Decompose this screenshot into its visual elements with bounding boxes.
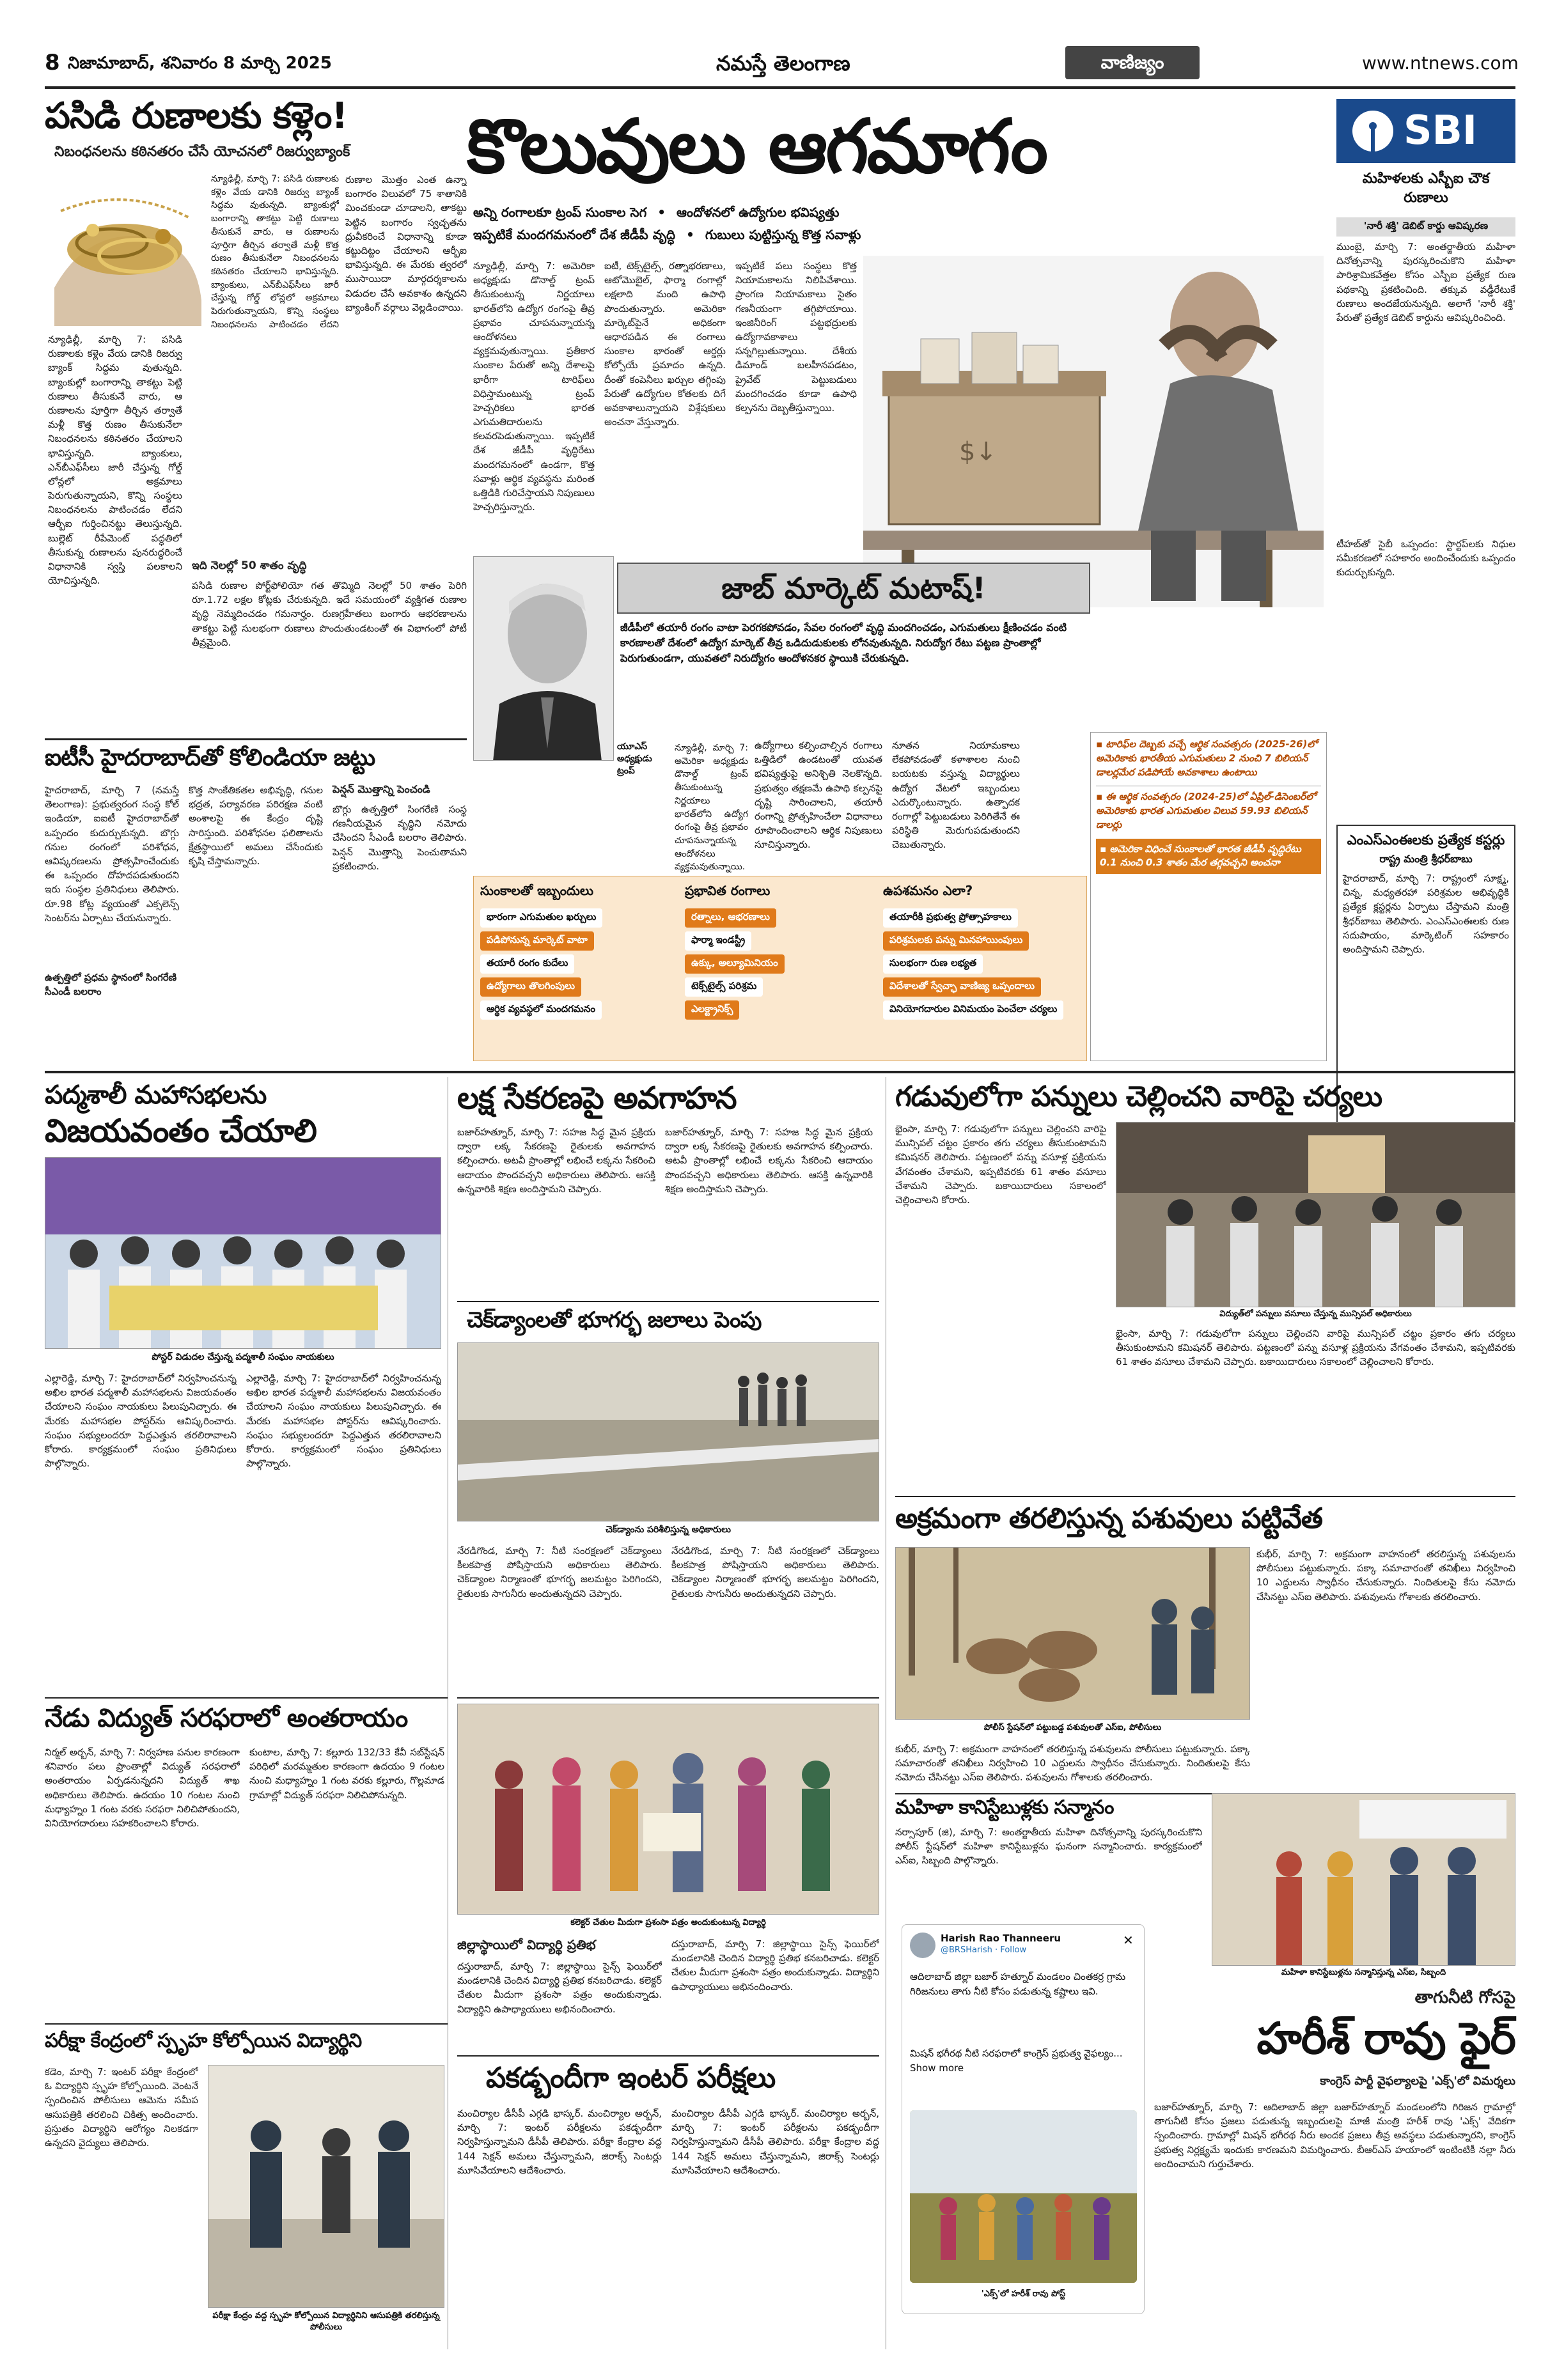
harish-sub: కాంగ్రెస్ పార్టీ వైఫల్యాలపై 'ఎక్స్'లో విమర్శలు [1320, 2074, 1515, 2088]
gold-subhead: ఇది నెలల్లో 50 శాతం వృద్ధి [192, 559, 307, 572]
jobs-col-6: న్యూఢిల్లీ, మార్చి 7: అమెరికా అధ్యక్షుడు డొనాల్డ్ ట్రంప్ తీసుకుంటున్న నిర్ణయాలు భారత్‌లోని ఉద్యోగ రంగంపై తీవ్ర ప్రభావం చూపనున్నాయన్న ఆందోళనలు వ్యక్తమవుతున్నాయి. [675, 743, 748, 873]
gold-body-3: పసిడి రుణాల పోర్ట్‌ఫోలియో గత తొమ్మిది నెలల్లో 50 శాతం పెరిగి రూ.1.72 లక్షల కోట్లకు చేరుకున్నది. ఇదే సమయంలో వ్యక్తిగత రుణాల వృద్ధి నెమ్మదించడం గమనార్హం. రుణగ్రహీతలు బంగారు ఆభరణాలను తాకట్టు పెట్టి సులభంగా రుణాలు పొందుతుండటంతో ఈ విభాగంలో పోటీ తీవ్రమైంది. [192, 580, 467, 648]
itc-body-3: బొగ్గు ఉత్పత్తిలో సింగరేణి సంస్థ గణనీయమైన వృద్ధిని నమోదు చేసిందని సీఎండీ బలరాం తెలిపారు. పెన్షన్ మొత్తాన్ని పెంచుతామని ప్రకటించారు. [333, 804, 467, 872]
section-rule [457, 1697, 879, 1699]
jobs-tag-2: ఆందోళనలో ఉద్యోగుల భవిష్యత్తు [676, 205, 840, 220]
cattle-body-2: కుభీర్, మార్చి 7: అక్రమంగా వాహనంలో తరలిస్తున్న పశువులను పోలీసులు పట్టుకున్నారు. పక్కా సమాచారంతో తనిఖీలు నిర్వహించి 10 ఎద్దులను స్వాధీనం చేసుకున్నారు. నిందితులపై కేసు నమోదు చేసినట్టు ఎస్ఐ తెలిపారు. పశువులను గోశాలకు తరలించారు. [895, 1743, 1250, 1784]
science-body-2: దస్తురాబాద్, మార్చి 7: జిల్లాస్థాయి సైన్స్ ఫెయిర్‌లో మండలానికి చెందిన విద్యార్థి ప్రతిభ కనబరిచాడు. కలెక్టర్ చేతుల మీదుగా ప్రశంసా పత్రం అందుకున్నాడు. విద్యార్థిని ఉపాధ్యాయులు అభినందించారు. [671, 1938, 879, 1993]
harish-title: హరీశ్ రావు ఫైర్ [1256, 2014, 1515, 2064]
itc-subhead: ఉత్పత్తిలో ప్రధమ స్థానంలో సింగరేణి సీఎండీ బలరాం [45, 972, 179, 1000]
padma-body: ఎల్లారెడ్డి, మార్చి 7: హైదరాబాద్‌లో నిర్వహించనున్న అఖిల భారత పద్మశాలీ మహాసభలను విజయవంతం చేయాలని సంఘం నాయకులు పిలుపునిచ్చారు. ఈ మేరకు మహాసభల పోస్టర్‌ను ఆవిష్కరించారు. సంఘం సభ్యులందరూ పెద్దఎత్తున తరలిరావాలని కోరారు. కార్యక్రమంలో సంఘం ప్రతినిధులు పాల్గొన్నారు. [45, 1373, 237, 1470]
itc-title: ఐటీసీ హైదరాబాద్‌తో కోలిండియా జట్టు [45, 745, 375, 771]
gold-body: న్యూఢిల్లీ, మార్చి 7: పసిడి రుణాలకు కళ్లెం వేయ డానికి రిజర్వు బ్యాంక్ సిద్ధమ వుతున్నది. బ్యాంకుల్లో బంగారాన్ని తాకట్టు పెట్టి రుణాలు తీసుకునే వారు, ఆ రుణాలను పూర్తిగా తీర్చిన తర్వాతే మళ్లీ కొత్త రుణం తీసుకునేలా నిబంధనలను కఠినతరం చేయాలని భావిస్తున్నది. బ్యాంకులు, ఎన్‌బీఎఫ్‌సీలు జారీ చేస్తున్న గోల్డ్ లోన్లలో అక్రమాలు పెరుగుతున్నాయని, కొన్ని సంస్థలు నిబంధనలను పాటించడం లేదని [211, 174, 339, 330]
itc-body-2: కొత్త సాంకేతికతల అభివృద్ధి, గనుల భద్రత, పర్యావరణ పరిరక్షణ వంటి అంశాలపై ఈ కేంద్రం దృష్టి సారిస్తుంది. పరిశోధనల ఫలితాలను క్షేత్రస్థాయిలో అమలు చేసేందుకు కృషి చేస్తామన్నారు. [189, 784, 323, 867]
tax-title: గడువులోగా పన్నులు చెల్లించని వారిపై చర్యలు [895, 1080, 1382, 1113]
exam-photo [208, 2065, 444, 2308]
tax-photo [1116, 1122, 1515, 1307]
section-rule [45, 1697, 448, 1699]
x-logo-icon: ✕ [1123, 1933, 1134, 1948]
table-col-sectors [685, 883, 870, 1022]
itc-subhead-2: పెన్షన్ మొత్తాన్ని పెంచండి [333, 783, 430, 795]
table-cell: పడిపోనున్న మార్కెట్ వాటా [480, 931, 594, 951]
jobs-tags-row2: ఇప్పటికే మందగమనంలో దేశ జీడీపీ వృద్ధి • గుబులు పుట్టిస్తున్న కొత్త సవాళ్లు [473, 227, 861, 242]
svg-text:$↓: $↓ [959, 437, 997, 467]
women-caption: మహిళా కానిస్టేబుళ్లను సన్మానిస్తున్న ఎస్ఐ, సిబ్బంది [1281, 1968, 1446, 1977]
gold-title: పసిడి రుణాలకు కళ్లెం! [45, 95, 347, 137]
inter-body: మంచిర్యాల డీసీపీ ఎగ్గడి భాస్కర్. మంచిర్యాల అర్బన్, మార్చి 7: ఇంటర్ పరీక్షలను పకడ్బందీగా నిర్వహిస్తున్నామని డీసీపీ తెలిపారు. పరీక్షా కేంద్రాల వద్ద 144 సెక్షన్ అమలు చేస్తున్నామని, జిరాక్స్ సెంటర్లు మూసివేయాలని ఆదేశించారు. [457, 2108, 662, 2176]
padma-photo [45, 1157, 441, 1349]
section-rule [45, 2023, 448, 2025]
gold-body-2: రుణాల మొత్తం ఎంత ఉన్నా బంగారం విలువలో 75 శాతానికి మించకుండా చూడాలని, తాకట్టు పెట్టిన బంగారం స్వచ్ఛతను ధ్రువీకరించే విధానాన్ని కూడా కట్టుదిట్టం చేయాలని ఆర్బీఐ భావిస్తున్నది. ఈ మేరకు త్వరలో ముసాయిదా మార్గదర్శకాలను విడుదల చేసే అవకాశం ఉన్నదని బ్యాంకింగ్ వర్గాలు వెల్లడించాయి. [345, 174, 467, 313]
table-cell: ఉద్యోగాలు తొలగింపులు [480, 977, 581, 997]
tariff-fact: ▪ అమెరికా విధించే సుంకాలతో భారత జీడీపీ వృద్ధిరేటు 0.1 నుంచి 0.3 శాతం మేర తగ్గవచ్చని అంచనా [1096, 839, 1321, 875]
jobs-tag-4: గుబులు పుట్టిస్తున్న కొత్త సవాళ్లు [705, 227, 861, 242]
exam-caption: పరీక్షా కేంద్రం వద్ద స్పృహ కోల్పోయిన విద్యార్థినిని ఆసుపత్రికి తరలిస్తున్న పోలీసులు [212, 2311, 440, 2332]
dateline: నిజామాబాద్, శనివారం 8 మార్చి 2025 [68, 54, 332, 73]
trump-photo [473, 556, 614, 761]
science-title: జిల్లాస్థాయిలో విద్యార్థి ప్రతిభ [457, 1937, 596, 1952]
jobs-tags-row1: అన్ని రంగాలకూ ట్రంప్ సుంకాల సెగ • ఆందోళనలో ఉద్యోగుల భవిష్యత్తు [473, 205, 840, 220]
section-rule [457, 2055, 879, 2057]
page-number: 8 [45, 50, 60, 75]
job-market-body: జీడీపీలో తయారీ రంగం వాటా పెరగకపోవడం, సేవల రంగంలో వృద్ధి మందగించడం, ఎగుమతులు క్షీణించడం వంటి కారణాలతో దేశంలో ఉద్యోగ మార్కెట్ తీవ్ర ఒడిదుడుకులకు లోనవుతున్నది. నిరుద్యోగ రేటు పట్టణ ప్రాంతాల్లో పెరుగుతుండగా, యువతలో నిరుద్యోగం ఆందోళనకర స్థాయికి చేరుకున్నది. [620, 621, 1067, 664]
tweet-handle[interactable]: @BRSHarish · Follow [941, 1945, 1027, 1955]
exam-body: కడెం, మార్చి 7: ఇంటర్ పరీక్షా కేంద్రంలో ఓ విద్యార్థిని స్పృహ కోల్పోయింది. వెంటనే స్పందించిన పోలీసులు ఆమెను సమీప ఆసుపత్రికి తరలించి చికిత్స అందించారు. ప్రస్తుతం విద్యార్థిని ఆరోగ్యం నిలకడగా ఉన్నదని వైద్యులు తెలిపారు. [45, 2066, 198, 2149]
gold-subtitle: నిబంధనలను కఠినతరం చేసే యోచనలో రిజర్వుబ్యాంక్ [54, 144, 350, 160]
table-cell: రత్నాలు, ఆభరణాలు [685, 908, 776, 928]
check-caption: చెక్‌డ్యాంను పరిశీలిస్తున్న అధికారులు [606, 1525, 731, 1535]
tariff-table [473, 876, 1087, 1061]
women-body: నర్సాపూర్ (జి), మార్చి 7: అంతర్జాతీయ మహిళా దినోత్సవాన్ని పురస్కరించుకొని పోలీస్ స్టేషన్‌లో మహిళా కానిస్టేబుళ్లను ఘనంగా సన్మానించారు. కార్యక్రమంలో ఎస్ఐ, సిబ్బంది పాల్గొన్నారు. [895, 1826, 1202, 1867]
masthead-rule [45, 86, 1515, 89]
msme-title: ఎంఎస్ఎంఈలకు ప్రత్యేక కస్టర్లు [1347, 832, 1505, 848]
msme-sub: రాష్ట్ర మంత్రి శ్రీధర్‌బాబు [1379, 853, 1473, 865]
table-cell: పరిశ్రమలకు పన్ను మినహాయింపులు [883, 931, 1029, 951]
section-rule [895, 1496, 1515, 1497]
tariff-facts-box [1090, 732, 1327, 1061]
tweet-author: Harish Rao Thanneeru [941, 1933, 1061, 1944]
jobs-col-2: ఐటీ, టెక్స్‌టైల్స్, రత్నాభరణాలు, ఆటోమొబైల్, ఫార్మా రంగాల్లో లక్షలాది మంది ఉపాధి పొందుతున్నారు. అమెరికా మార్కెట్‌పైనే అధికంగా ఆధారపడిన ఈ రంగాలు సుంకాల భారంతో ఆర్డర్లు కోల్పోయే ప్రమాదం ఉన్నది. దీంతో కంపెనీలు ఖర్చుల తగ్గింపు పేరుతో ఉద్యోగుల కోతలకు దిగే అవకాశాలున్నాయని విశ్లేషకులు అంచనా వేస్తున్నారు. [604, 260, 726, 428]
table-cell: భారంగా ఎగుమతుల ఖర్చులు [480, 908, 602, 928]
cattle-caption: పోలీస్ స్టేషన్‌లో పట్టుబడ్డ పశువులతో ఎస్ఐ, పోలీసులు [983, 1723, 1162, 1732]
table-cell: వినియోగదారుల వినిమయం పెంచేలా చర్యలు [883, 1000, 1063, 1020]
lakh-body-2: బజార్‌హత్నూర్, మార్చి 7: సహజ సిద్ధ మైన ప్రక్రియ ద్వారా లక్క సేకరణపై రైతులకు అవగాహన కల్పించారు. అటవీ ప్రాంతాల్లో లభించే లక్కను సేకరించి ఆదాయం పొందవచ్చని అధికారులు తెలిపారు. ఆసక్తి ఉన్నవారికి శిక్షణ అందిస్తామని చెప్పారు. [665, 1126, 873, 1195]
sbi-caption: 'నారీ శక్తి' డెబిట్ కార్డు ఆవిష్కరణ [1336, 217, 1515, 237]
gold-jewellery-image [48, 173, 208, 326]
table-cell: తయారీ రంగం కుదేలు [480, 954, 574, 974]
tweet-caption: 'ఎక్స్'లో హరీశ్ రావు పోస్ట్ [981, 2289, 1066, 2299]
sbi-title: మహిళలకు ఎస్బీఐ చౌక రుణాలు [1362, 171, 1490, 206]
table-cell: టెక్స్‌టైల్స్ పరిశ్రమ [685, 977, 763, 997]
jobs-col-3: ఇప్పటికే పలు సంస్థలు కొత్త నియామకాలను నిలిపివేశాయి. ప్రాంగణ నియామకాలు సైతం గణనీయంగా తగ్గిపోయాయి. ఇంజినీరింగ్ పట్టభద్రులకు ఉద్యోగావకాశాలు సన్నగిల్లుతున్నాయి. దేశీయ డిమాండ్ బలహీనపడటం, ప్రైవేట్ పెట్టుబడులు మందగించడం కూడా ఉపాధి కల్పనను దెబ్బతీస్తున్నాయి. [735, 260, 857, 414]
table-header: ఉపశమనం ఎలా? [883, 883, 973, 898]
table-cell: ఉక్కు, అల్యూమినియం [685, 954, 785, 974]
science-photo [457, 1704, 879, 1915]
power-title: నేడు విద్యుత్ సరఫరాలో అంతరాయం [45, 1704, 408, 1733]
job-market-title: జాబ్ మార్కెట్ మటాష్! [721, 571, 986, 605]
tweet-text-2: మిషన్ భగీరథ నీటి సరఫరాలో కాంగ్రెస్ ప్రభుత్వ వైఫల్యం... Show more [910, 2048, 1123, 2074]
power-body: నిర్మల్ అర్బన్, మార్చి 7: నిర్వహణ పనుల కారణంగా శనివారం పలు ప్రాంతాల్లో విద్యుత్ సరఫరాలో అంతరాయం ఏర్పడనున్నదని విద్యుత్ శాఖ అధికారులు తెలిపారు. ఉదయం 10 గంటల నుంచి మధ్యాహ్నం 1 గంట వరకు సరఫరా నిలిచిపోతుందని, వినియోగదారులు సహకరించాలని కోరారు. [45, 1746, 240, 1829]
jobs-col-4: ఉద్యోగాలు కల్పించాల్సిన రంగాలు ఒత్తిడిలో ఉండటంతో యువత భవిష్యత్తుపై అనిశ్చితి నెలకొన్నది. ప్రభుత్వం తక్షణమే ఉపాధి కల్పనపై దృష్టి సారించాలని, తయారీ రంగాన్ని ప్రోత్సహించేలా విధానాలు రూపొందించాలని ఆర్థిక నిపుణులు సూచిస్తున్నారు. [755, 740, 882, 851]
tariff-fact: ▪ ఈ ఆర్థిక సంవత్సరం (2024-25)లో ఏప్రిల్-డిసెంబర్‌లో అమెరికాకు భారత ఎగుమతుల విలువ 59.93 బిలియన్ డాలర్లు [1096, 786, 1321, 832]
harish-body: బజార్‌హత్నూర్, మార్చి 7: ఆదిలాబాద్ జిల్లా బజార్‌హత్నూర్ మండలంలోని గిరిజన గ్రామాల్లో తాగునీటి కోసం ప్రజలు పడుతున్న ఇబ్బందులపై మాజీ మంత్రి హరీశ్ రావు 'ఎక్స్' వేదికగా స్పందించారు. గ్రామాల్లో మిషన్ భగీరథ నీరు అందక ప్రజలు తీవ్ర అవస్థలు పడుతున్నారని, కాంగ్రెస్ ప్రభుత్వ నిర్లక్ష్యమే ఇందుకు కారణమని విమర్శించారు. బీఆర్ఎస్ హయాంలో ఇంటింటికీ నల్లా నీరు అందించామని గుర్తుచేశారు. [1154, 2101, 1515, 2170]
padma-title-1: పద్మశాలీ మహాసభలను [45, 1080, 267, 1110]
power-body-2: కుంటాల, మార్చి 7: కల్లూరు 132/33 కేవీ సబ్‌స్టేషన్ పరిధిలో మరమ్మతుల కారణంగా ఉదయం 9 గంటల నుంచి మధ్యాహ్నం 1 గంట వరకు కల్లూరు, గొల్లమాడ గ్రామాల్లో విద్యుత్ సరఫరా నిలిచిపోనున్నది. [249, 1746, 444, 1801]
worried-worker-illustration [863, 256, 1324, 607]
avatar [910, 1933, 935, 1958]
site-url[interactable]: www.ntnews.com [1362, 52, 1519, 74]
table-col-relief [883, 883, 1081, 1022]
sbi-logo [1336, 99, 1515, 163]
padma-body-2: ఎల్లారెడ్డి, మార్చి 7: హైదరాబాద్‌లో నిర్వహించనున్న అఖిల భారత పద్మశాలీ మహాసభలను విజయవంతం చేయాలని సంఘం నాయకులు పిలుపునిచ్చారు. ఈ మేరకు మహాసభల పోస్టర్‌ను ఆవిష్కరించారు. సంఘం సభ్యులందరూ పెద్దఎత్తున తరలిరావాలని కోరారు. కార్యక్రమంలో సంఘం ప్రతినిధులు పాల్గొన్నారు. [246, 1373, 441, 1470]
itc-body: హైదరాబాద్, మార్చి 7 (నమస్తే తెలంగాణ): ప్రభుత్వరంగ సంస్థ కోల్ ఇండియా, ఐఐటీ హైదరాబాద్‌తో ఒప్పందం కుదుర్చుకున్నది. బొగ్గు గనుల రంగంలో పరిశోధన, ఆవిష్కరణలను ప్రోత్సహించేందుకు ఈ ఒప్పందం దోహదపడుతుందని ఇరు సంస్థల ప్రతినిధులు తెలిపారు. రూ.98 కోట్ల వ్యయంతో ఎక్సలెన్స్ సెంటర్‌ను ఏర్పాటు చేయనున్నారు. [45, 784, 179, 924]
check-body: నేరడిగొండ, మార్చి 7: నీటి సంరక్షణలో చెక్‌డ్యాంలు కీలకపాత్ర పోషిస్తాయని అధికారులు తెలిపారు. చెక్‌డ్యాంల నిర్మాణంతో భూగర్భ జలమట్టం పెరిగిందని, రైతులకు సాగునీరు అందుతున్నదని చెప్పారు. [457, 1545, 662, 1599]
section-rule [45, 738, 467, 740]
padma-caption: పోస్టర్ విడుదల చేస్తున్న పద్మశాలీ సంఘం నాయకులు [152, 1352, 334, 1362]
tax-body-2: భైంసా, మార్చి 7: గడువులోగా పన్నులు చెల్లించని వారిపై మున్సిపల్ చట్టం ప్రకారం తగు చర్యలు తీసుకుంటామని కమిషనర్ తెలిపారు. పట్టణంలో పన్ను వసూళ్ల ప్రక్రియను వేగవంతం చేశామని, ఇప్పటివరకు 61 శాతం వసూలు చేశామని చెప్పారు. బకాయిదారులు సకాలంలో చెల్లించాలని కోరారు. [1116, 1328, 1515, 1368]
sbi-logo-text: SBI [1404, 107, 1477, 153]
gold-body-col1: న్యూఢిల్లీ, మార్చి 7: పసిడి రుణాలకు కళ్లెం వేయ డానికి రిజర్వు బ్యాంక్ సిద్ధమ వుతున్నది. బ్యాంకుల్లో బంగారాన్ని తాకట్టు పెట్టి రుణాలు తీసుకునే వారు, ఆ రుణాలను పూర్తిగా తీర్చిన తర్వాతే మళ్లీ కొత్త రుణం తీసుకునేలా నిబంధనలను కఠినతరం చేయాలని భావిస్తున్నది. బ్యాంకులు, ఎన్‌బీఎఫ్‌సీలు జారీ చేస్తున్న గోల్డ్ లోన్లలో అక్రమాలు పెరుగుతున్నాయని, కొన్ని సంస్థలు నిబంధనలను పాటించడం లేదని ఆర్బీఐ గుర్తించినట్టు తెలుస్తున్నది. బుల్లెట్ రీపేమెంట్ పద్ధతిలో తీసుకున్న రుణాలను పునరుద్ధరించే విధానానికి స్వస్తి పలకాలని యోచిస్తున్నది. [48, 334, 182, 587]
jobs-col-1: న్యూఢిల్లీ, మార్చి 7: అమెరికా అధ్యక్షుడు డొనాల్డ్ ట్రంప్ తీసుకుంటున్న నిర్ణయాలు భారత్‌లోని ఉద్యోగ రంగంపై తీవ్ర ప్రభావం చూపనున్నాయన్న ఆందోళనలు వ్యక్తమవుతున్నాయి. ప్రతీకార సుంకాల పేరుతో అన్ని దేశాలపై భారీగా టారిఫ్‌లు విధిస్తామంటున్న ట్రంప్ హెచ్చరికలు భారత ఎగుమతిదారులను కలవరపెడుతున్నాయి. ఇప్పటికే దేశ జీడీపీ వృద్ధిరేటు మందగమనంలో ఉండగా, కొత్త సవాళ్లు ఆర్థిక వ్యవస్థను మరింత ఒత్తిడికి గురిచేస్తాయని నిపుణులు హెచ్చరిస్తున్నారు. [473, 260, 595, 513]
harish-tweet-card[interactable] [902, 1924, 1145, 2314]
tweet-media [910, 2110, 1137, 2283]
jobs-col-5: నూతన నియామకాలు లేకపోవడంతో కళాశాలల నుంచి బయటకు వస్తున్న విద్యార్థులు ఉద్యోగ వేటలో ఇబ్బందులు ఎదుర్కొంటున్నారు. ఉత్పాదక రంగాల్లో పెట్టుబడులు పెరిగితేనే ఈ పరిస్థితి మెరుగుపడుతుందని చెబుతున్నారు. [892, 740, 1020, 851]
section-rule [457, 1301, 879, 1302]
exam-title: పరీక్షా కేంద్రంలో స్పృహ కోల్పోయిన విద్యార్థిని [45, 2030, 362, 2052]
padma-title-2: విజయవంతం చేయాలి [45, 1112, 317, 1149]
page-divider [45, 1071, 1515, 1073]
table-cell: సులభంగా రుణ లభ్యత [883, 954, 983, 974]
harish-kicker: తాగునీటి గోసపై [1414, 1988, 1515, 2007]
check-title: చెక్‌డ్యాంలతో భూగర్భ జలాలు పెంపు [467, 1307, 762, 1333]
tax-body: భైంసా, మార్చి 7: గడువులోగా పన్నులు చెల్లించని వారిపై మున్సిపల్ చట్టం ప్రకారం తగు చర్యలు తీసుకుంటామని కమిషనర్ తెలిపారు. పట్టణంలో పన్ను వసూళ్ల ప్రక్రియను వేగవంతం చేశామని, ఇప్పటివరకు 61 శాతం వసూలు చేశామని చెప్పారు. బకాయిదారులు సకాలంలో చెల్లించాలని కోరారు. [895, 1123, 1106, 1206]
table-col-issues [480, 883, 672, 1022]
tariff-fact: ▪ టారిఫ్‌ల దెబ్బకు వచ్చే ఆర్థిక సంవత్సరం (2025-26)లో అమెరికాకు భారతీయ ఎగుమతులు 2 నుంచి 7 బిలియన్ డాలర్లమేర పడిపోయే అవకాశాలు ఉంటాయి [1096, 738, 1317, 778]
cattle-title: అక్రమంగా తరలిస్తున్న పశువులు పట్టివేత [895, 1502, 1322, 1535]
sbi-keyhole-icon [1352, 111, 1393, 152]
table-header: సుంకాలతో ఇబ్బందులు [480, 883, 594, 898]
section-label: వాణిజ్యం [1065, 46, 1200, 79]
lakh-title: లక్ష సేకరణపై అవగాహన [457, 1080, 737, 1116]
tweet-text: ఆదిలాబాద్ జిల్లా బజార్ హత్నూర్ మండలం చింతకర్ర గ్రామ గిరిజనులు తాగు నీటి కోసం పడుతున్న కష్టాలు ఇవి. [910, 1971, 1126, 1997]
women-title: మహిళా కానిస్టేబుళ్లకు సన్మానం [895, 1796, 1114, 1819]
check-dam-photo [457, 1342, 879, 1521]
science-caption: కలెక్టర్ చేతుల మీదుగా ప్రశంసా పత్రం అందుకుంటున్న విద్యార్థి [570, 1918, 766, 1927]
tax-caption: విద్యుత్‌లో పన్నులు వసూలు చేస్తున్న మున్సిపల్ అధికారులు [1219, 1309, 1412, 1319]
trump-caption: యూఎస్ అధ్యక్షుడు ట్రంప్ [617, 742, 652, 776]
cattle-body: కుభీర్, మార్చి 7: అక్రమంగా వాహనంలో తరలిస్తున్న పశువులను పోలీసులు పట్టుకున్నారు. పక్కా సమాచారంతో తనిఖీలు నిర్వహించి 10 ఎద్దులను స్వాధీనం చేసుకున్నారు. నిందితులపై కేసు నమోదు చేసినట్టు ఎస్ఐ తెలిపారు. పశువులను గోశాలకు తరలించారు. [1256, 1548, 1515, 1603]
jobs-tag-3: ఇప్పటికే మందగమనంలో దేశ జీడీపీ వృద్ధి [473, 227, 676, 242]
table-header: ప్రభావిత రంగాలు [685, 883, 771, 898]
paper-name: నమస్తే తెలంగాణ [716, 51, 850, 75]
table-cell: ఎలక్ట్రానిక్స్ [685, 1000, 739, 1020]
job-market-banner [617, 563, 1090, 614]
table-cell: తయారీకి ప్రభుత్వ ప్రోత్సాహకాలు [883, 908, 1018, 928]
table-cell: ఫార్మా ఇండస్ట్రీ [685, 931, 751, 951]
table-cell: విదేశాలతో స్వేచ్ఛా వాణిజ్య ఒప్పందాలు [883, 977, 1041, 997]
jobs-tag-1: అన్ని రంగాలకూ ట్రంప్ సుంకాల సెగ [473, 205, 647, 220]
check-body-2: నేరడిగొండ, మార్చి 7: నీటి సంరక్షణలో చెక్‌డ్యాంలు కీలకపాత్ర పోషిస్తాయని అధికారులు తెలిపారు. చెక్‌డ్యాంల నిర్మాణంతో భూగర్భ జలమట్టం పెరిగిందని, రైతులకు సాగునీరు అందుతున్నదని చెప్పారు. [671, 1545, 879, 1599]
msme-body: హైదరాబాద్, మార్చి 7: రాష్ట్రంలో సూక్ష్మ, చిన్న, మధ్యతరహా పరిశ్రమల అభివృద్ధికి ప్రత్యేక క్లస్టర్లను ఏర్పాటు చేస్తామని మంత్రి శ్రీధర్‌బాబు తెలిపారు. ఎంఎస్ఎంఈలకు రుణ సదుపాయం, మార్కెటింగ్ సహకారం అందిస్తామని చెప్పారు. [1343, 873, 1509, 955]
women-photo [1212, 1793, 1515, 1966]
table-cell: ఆర్థిక వ్యవస్థలో మందగమనం [480, 1000, 602, 1020]
science-body: దస్తురాబాద్, మార్చి 7: జిల్లాస్థాయి సైన్స్ ఫెయిర్‌లో మండలానికి చెందిన విద్యార్థి ప్రతిభ కనబరిచాడు. కలెక్టర్ చేతుల మీదుగా ప్రశంసా పత్రం అందుకున్నాడు. విద్యార్థిని ఉపాధ్యాయులు అభినందించారు. [457, 1961, 662, 2015]
lakh-body: బజార్‌హత్నూర్, మార్చి 7: సహజ సిద్ధ మైన ప్రక్రియ ద్వారా లక్క సేకరణపై రైతులకు అవగాహన కల్పించారు. అటవీ ప్రాంతాల్లో లభించే లక్కను సేకరించి ఆదాయం పొందవచ్చని అధికారులు తెలిపారు. ఆసక్తి ఉన్నవారికి శిక్షణ అందిస్తామని చెప్పారు. [457, 1126, 655, 1195]
inter-body-2: మంచిర్యాల డీసీపీ ఎగ్గడి భాస్కర్. మంచిర్యాల అర్బన్, మార్చి 7: ఇంటర్ పరీక్షలను పకడ్బందీగా నిర్వహిస్తున్నామని డీసీపీ తెలిపారు. పరీక్షా కేంద్రాల వద్ద 144 సెక్షన్ అమలు చేస్తున్నామని, జిరాక్స్ సెంటర్లు మూసివేయాలని ఆదేశించారు. [671, 2108, 879, 2176]
sbi-body-2: టీహబ్‌తో సైబీ ఒప్పందం: స్టార్టప్‌లకు నిధుల సమీకరణలో సహకారం అందించేందుకు ఒప్పందం కుదుర్చుకున్నది. [1336, 538, 1515, 579]
sbi-body: ముంబై, మార్చి 7: అంతర్జాతీయ మహిళా దినోత్సవాన్ని పురస్కరించుకొని మహిళా పారిశ్రామికవేత్తల కోసం ఎస్బీఐ ప్రత్యేక రుణ పథకాన్ని ప్రకటించింది. తక్కువ వడ్డీరేటుకే రుణాలు అందజేయనున్నది. అలాగే 'నారీ శక్తి' పేరుతో ప్రత్యేక డెబిట్ కార్డును ఆవిష్కరించింది. [1336, 241, 1515, 323]
masthead [45, 45, 1519, 89]
jobs-title: కొలువులు ఆగమాగం [467, 104, 1047, 190]
inter-title: పకడ్బందీగా ఇంటర్ పరీక్షలు [486, 2062, 776, 2094]
tariff-facts [1096, 738, 1321, 874]
cattle-photo [895, 1547, 1250, 1720]
